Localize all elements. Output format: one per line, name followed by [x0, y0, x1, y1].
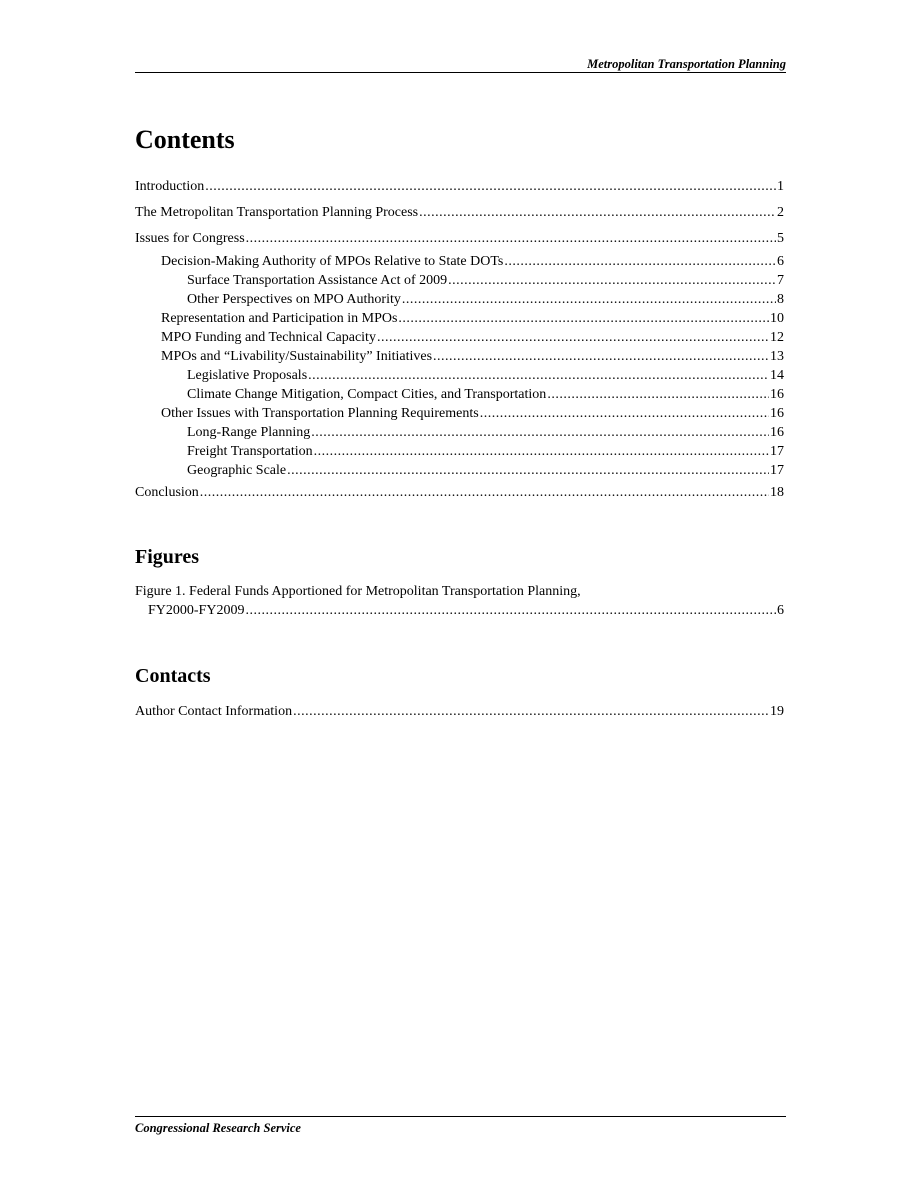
toc-entry-legislative-proposals[interactable]: [135, 366, 784, 385]
toc-leader: [480, 404, 769, 423]
toc-leader: [311, 423, 769, 442]
toc-entry-page: 14: [770, 368, 784, 383]
toc-leader: [200, 480, 769, 506]
toc-entry-label: Freight Transportation: [187, 444, 313, 459]
figure-entry-1[interactable]: [135, 582, 784, 620]
toc-entry-page: 17: [770, 463, 784, 478]
toc-entry-page: 16: [770, 387, 784, 402]
toc-entry-label: MPO Funding and Technical Capacity: [161, 330, 376, 345]
toc-entry-page: 16: [770, 406, 784, 421]
toc-entry-label: Issues for Congress: [135, 231, 245, 246]
toc-entry-livability-initiatives[interactable]: [135, 347, 784, 366]
toc-leader: [419, 200, 776, 226]
contents-title: Contents: [135, 125, 235, 154]
toc-leader: [402, 290, 776, 309]
toc-leader: [205, 174, 776, 200]
toc-entry-page: 2: [777, 205, 784, 220]
footer-rule: [135, 1116, 786, 1117]
toc-entry-other-issues[interactable]: [135, 404, 784, 423]
toc-entry-representation[interactable]: [135, 309, 784, 328]
toc-entry-label: Introduction: [135, 179, 205, 194]
toc-leader: [308, 366, 769, 385]
toc-entry-label: The Metropolitan Transportation Planning Process: [135, 205, 419, 220]
toc-entry-label: MPOs and “Livability/Sustainability” Initiatives: [161, 349, 433, 364]
toc-entry-page: 8: [777, 292, 784, 307]
toc-entry-issues-for-congress[interactable]: [135, 226, 784, 252]
contacts-title: Contacts: [135, 665, 211, 687]
toc-entry-label: Legislative Proposals: [187, 368, 308, 383]
toc-entry-page: 12: [770, 330, 784, 345]
toc-entry-label: Other Issues with Transportation Planning Requirements: [161, 406, 479, 421]
contact-entry-label: Author Contact Information: [135, 704, 293, 719]
toc-entry-page: 16: [770, 425, 784, 440]
toc-leader: [504, 252, 776, 271]
toc-entry-page: 18: [770, 485, 784, 500]
toc-entry-label: Surface Transportation Assistance Act of 2009: [187, 273, 448, 288]
toc-entry-introduction[interactable]: [135, 174, 784, 200]
toc-entry-planning-process[interactable]: [135, 200, 784, 226]
toc-entry-page: 13: [770, 349, 784, 364]
figure-entry-continuation: [135, 601, 784, 620]
toc-leader: [377, 328, 769, 347]
figures-title: Figures: [135, 546, 200, 568]
toc-entry-label: Representation and Participation in MPOs: [161, 311, 398, 326]
toc-leader: [433, 347, 769, 366]
contact-entry-page: 19: [770, 704, 784, 719]
toc-entry-climate-change[interactable]: [135, 385, 784, 404]
toc-leader: [246, 226, 776, 252]
figure-entry-page: 6: [777, 603, 784, 618]
figure-entry-label: Figure 1. Federal Funds Apportioned for Metropolitan Transportation Planning,: [135, 584, 581, 599]
toc-entry-page: 6: [777, 254, 784, 269]
figures-list: [135, 582, 784, 620]
toc-entry-label: Climate Change Mitigation, Compact Cities, and Transportation: [187, 387, 547, 402]
toc-entry-page: 1: [777, 179, 784, 194]
toc-entry-label: Other Perspectives on MPO Authority: [187, 292, 401, 307]
toc-entry-label: Long-Range Planning: [187, 425, 311, 440]
toc-entry-surface-transportation-act[interactable]: [135, 271, 784, 290]
running-footer: Congressional Research Service: [135, 1121, 301, 1135]
toc-leader: [245, 601, 776, 620]
figure-entry-label-cont: FY2000-FY2009: [148, 603, 245, 618]
toc-entry-label: Conclusion: [135, 485, 199, 500]
toc-entry-label: Geographic Scale: [187, 463, 287, 478]
contacts-list: [135, 702, 784, 721]
toc-entry-decision-making-authority[interactable]: [135, 252, 784, 271]
toc-leader: [287, 461, 769, 480]
toc-entry-conclusion[interactable]: [135, 480, 784, 506]
toc-leader: [314, 442, 769, 461]
toc-leader: [293, 702, 769, 721]
header-rule: [135, 72, 786, 73]
contents-list: [135, 174, 784, 506]
contact-entry-author-info[interactable]: [135, 702, 784, 721]
running-header: Metropolitan Transportation Planning: [587, 57, 786, 71]
toc-entry-funding-capacity[interactable]: [135, 328, 784, 347]
toc-leader: [448, 271, 776, 290]
toc-leader: [398, 309, 769, 328]
toc-entry-page: 10: [770, 311, 784, 326]
toc-entry-geographic-scale[interactable]: [135, 461, 784, 480]
toc-entry-freight-transportation[interactable]: [135, 442, 784, 461]
toc-entry-other-perspectives[interactable]: [135, 290, 784, 309]
toc-entry-long-range-planning[interactable]: [135, 423, 784, 442]
toc-entry-page: 17: [770, 444, 784, 459]
toc-leader: [547, 385, 769, 404]
toc-entry-page: 5: [777, 231, 784, 246]
toc-entry-page: 7: [777, 273, 784, 288]
toc-entry-label: Decision-Making Authority of MPOs Relative to State DOTs: [161, 254, 504, 269]
